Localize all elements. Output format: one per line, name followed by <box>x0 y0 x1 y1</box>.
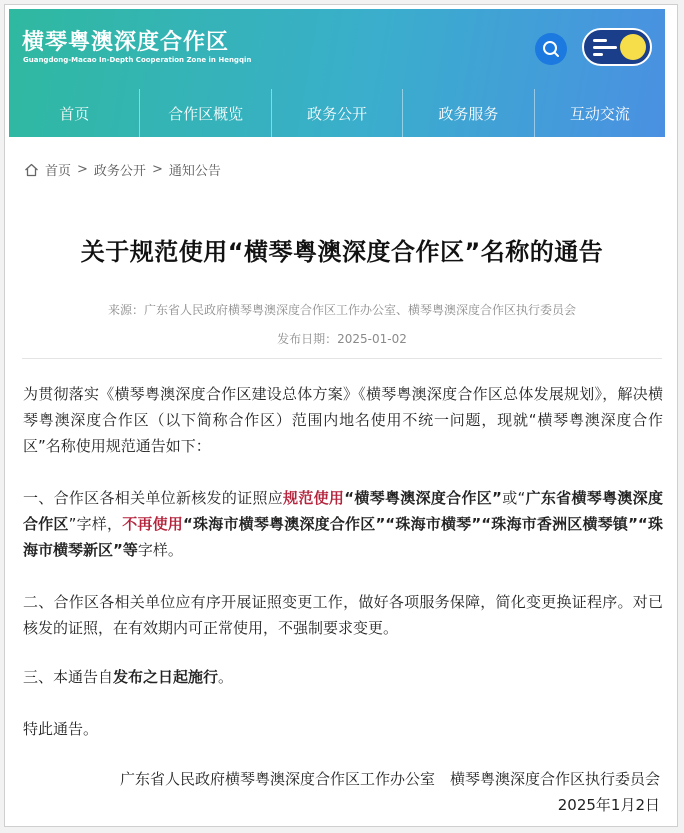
main-nav <box>9 89 665 137</box>
home-icon <box>24 163 39 177</box>
nav-item-public-affairs[interactable]: 政务公开 <box>272 89 403 137</box>
article-signature: 广东省人民政府横琴粤澳深度合作区工作办公室 横琴粤澳深度合作区执行委员会 <box>119 770 660 788</box>
p1-text-d: 或“ <box>501 489 526 507</box>
p1-bold-name-2: 广东省横琴粤澳深度合作区 <box>23 489 663 533</box>
p1-highlight-use: 规范使用 <box>283 489 345 507</box>
breadcrumb-separator: > <box>77 162 88 177</box>
search-icon <box>542 40 560 58</box>
breadcrumb-separator: > <box>151 162 163 177</box>
breadcrumb <box>24 160 221 179</box>
article-title: 关于规范使用“横琴粤澳深度合作区”名称的通告 <box>80 238 604 266</box>
nav-item-services[interactable]: 政务服务 <box>403 89 534 137</box>
p1-bold-name: “横琴粤澳深度合作区” <box>344 489 502 507</box>
theme-toggle-icon[interactable] <box>582 28 652 66</box>
article-sign-date: 2025年1月2日 <box>557 796 660 814</box>
p1-highlight-stop: 不再使用 <box>122 515 183 533</box>
p1-bold-old-names: “珠海市横琴粤澳深度合作区”“珠海市横琴”“珠海市香洲区横琴镇”“珠海市横琴新区”等 <box>23 515 663 559</box>
article-source: 来源：广东省人民政府横琴粤澳深度合作区工作办公室、横琴粤澳深度合作区执行委员会 <box>107 303 576 317</box>
article-paragraph-1 <box>23 485 663 563</box>
p3-text-c: 。 <box>218 668 234 686</box>
article-intro: 为贯彻落实《横琴粤澳深度合作区建设总体方案》《横琴粤澳深度合作区总体发展规划》，解决横琴粤澳深度合作区（以下简称合作区）范围内地名使用不统一问题，现就“横琴粤澳深度合作区”名称使用规范通告如下： <box>23 385 663 455</box>
article-divider <box>22 358 662 359</box>
p1-text-i: 字样。 <box>137 541 183 559</box>
p3-bold-effective: 发布之日起施行 <box>113 668 219 686</box>
toggle-lines <box>593 39 617 60</box>
nav-item-home[interactable]: 首页 <box>9 89 140 137</box>
nav-item-interaction[interactable]: 互动交流 <box>569 104 630 123</box>
article-date: 发布日期：2025-01-02 <box>277 332 407 346</box>
article-closing: 特此通告。 <box>23 720 99 738</box>
p1-text-f: ”字样， <box>68 515 123 533</box>
breadcrumb-home[interactable]: 首页 <box>45 164 72 179</box>
toggle-knob <box>620 34 646 60</box>
site-logo-subtitle: Guangdong-Macao In-Depth Cooperation Zone in Hengqin <box>23 56 252 64</box>
breadcrumb-current[interactable]: 通知公告 <box>168 164 221 179</box>
nav-item-overview[interactable]: 合作区概览 <box>140 89 271 137</box>
breadcrumb-section[interactable]: 政务公开 <box>93 164 146 179</box>
site-header <box>9 9 665 137</box>
search-button[interactable] <box>535 33 567 65</box>
article-paragraph-2: 二、合作区各相关单位应有序开展证照变更工作，做好各项服务保障，简化变更换证程序。对已核发的证照，在有效期内可正常使用，不强制要求变更。 <box>23 593 663 637</box>
p1-text-a: 一、合作区各相关单位新核发的证照应 <box>23 489 284 507</box>
site-logo-title[interactable]: 横琴粤澳深度合作区 <box>22 30 230 55</box>
article-paragraph-3 <box>23 664 663 690</box>
p3-text-a: 三、本通告自 <box>23 668 114 686</box>
